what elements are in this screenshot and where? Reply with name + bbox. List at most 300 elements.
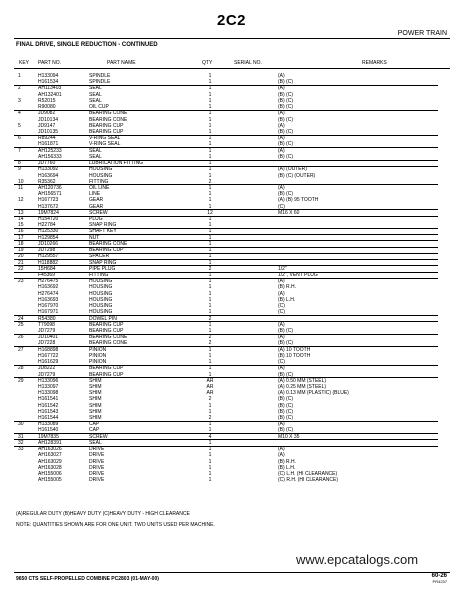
- part-number-cell: AH163028: [38, 464, 62, 471]
- part-number-cell: H118882: [38, 259, 58, 266]
- part-number-cell: R54380: [38, 315, 56, 322]
- part-number-cell: H22784: [38, 222, 56, 229]
- part-name-cell: SEAL: [89, 153, 102, 160]
- part-number-cell: JD10266: [38, 240, 59, 247]
- part-name-cell: PINION: [89, 346, 107, 353]
- key-cell: 29: [18, 377, 24, 384]
- part-name-cell: PINION: [89, 359, 107, 366]
- remarks-cell: (A): [278, 110, 285, 117]
- remarks-cell: (B) (C): [278, 371, 293, 378]
- part-name-cell: HOUSING: [89, 303, 113, 310]
- remarks-cell: 1/2", VENT PLUG: [278, 272, 318, 278]
- remarks-cell: (B) (C): [278, 153, 293, 160]
- page-title: 2C2: [216, 12, 247, 29]
- part-number-cell: 19M7835: [38, 433, 59, 440]
- col-header-part-no: PART NO.: [38, 60, 62, 66]
- part-name-cell: HOUSING: [89, 290, 113, 297]
- part-name-cell: HOUSING: [89, 172, 113, 179]
- part-number-cell: AH163026: [38, 446, 62, 453]
- qty-cell: 1: [208, 309, 212, 316]
- qty-cell: 1: [208, 464, 212, 471]
- remarks-cell: (A): [278, 365, 285, 372]
- part-number-cell: H161542: [38, 402, 59, 409]
- key-cell: 24: [18, 315, 24, 322]
- qty-cell: 1: [208, 97, 212, 104]
- part-number-cell: AH155005: [38, 477, 62, 484]
- part-name-cell: BEARING CONE: [89, 334, 128, 341]
- remarks-cell: (B) (C): [278, 104, 293, 111]
- part-number-cell: H161629: [38, 359, 59, 366]
- remarks-cell: (A) (B) 95 TOOTH: [278, 197, 319, 204]
- qty-cell: 1: [208, 128, 212, 135]
- qty-cell: 1: [208, 452, 212, 459]
- qty-cell: 1: [208, 79, 212, 86]
- remarks-cell: (B) (C): [278, 340, 293, 347]
- part-name-cell: FITTING: [89, 272, 109, 278]
- part-name-cell: OIL LINE: [89, 184, 110, 191]
- part-number-cell: H161534: [38, 79, 59, 86]
- page-code-small: PR4237: [432, 579, 447, 584]
- part-number-cell: H133097: [38, 383, 59, 390]
- part-name-cell: SEAL: [89, 147, 102, 154]
- part-number-cell: AH155006: [38, 471, 62, 477]
- part-name-cell: DRIVE: [89, 446, 105, 453]
- qty-cell: 1: [208, 110, 212, 117]
- part-number-cell: JD10401: [38, 334, 59, 341]
- part-name-cell: SPACER: [89, 253, 110, 260]
- qty-cell: 1: [208, 327, 212, 334]
- qty-cell: 1: [208, 346, 212, 353]
- remarks-cell: (A): [278, 446, 285, 453]
- part-name-cell: BEARING CONE: [89, 340, 128, 347]
- part-name-cell: DRIVE: [89, 458, 105, 465]
- part-number-cell: 15H684: [38, 265, 56, 272]
- part-name-cell: SEAL: [89, 91, 102, 98]
- part-name-cell: SHIM: [89, 415, 102, 422]
- part-name-cell: SHIM: [89, 396, 102, 403]
- key-cell: 21: [18, 259, 24, 266]
- qty-cell: 1: [208, 477, 212, 484]
- qty-cell: 1: [208, 116, 212, 123]
- part-name-cell: BEARING CUP: [89, 371, 124, 378]
- key-cell: 22: [18, 265, 24, 272]
- key-cell: 28: [18, 365, 24, 372]
- key-cell: 27: [18, 346, 24, 353]
- qty-cell: 1: [208, 247, 212, 254]
- part-name-cell: BEARING CUP: [89, 128, 124, 135]
- qty-cell: 1: [208, 234, 212, 241]
- key-cell: 23: [18, 278, 24, 285]
- part-number-cell: H163694: [38, 172, 59, 179]
- qty-cell: 1: [208, 141, 212, 148]
- key-cell: 7: [18, 147, 21, 154]
- part-number-cell: JD7279: [38, 371, 56, 378]
- part-number-cell: H161541: [38, 396, 59, 403]
- remarks-cell: (B) R.H.: [278, 284, 297, 291]
- part-name-cell: PINION: [89, 352, 107, 359]
- qty-cell: 1: [208, 439, 212, 446]
- qty-cell: 1: [208, 259, 212, 266]
- remarks-cell: (B) (C): [278, 408, 293, 415]
- part-name-cell: SNAP RING: [89, 259, 117, 266]
- qty-cell: 1: [208, 160, 212, 167]
- qty-cell: 1: [208, 427, 212, 434]
- key-cell: 2: [18, 85, 21, 92]
- qty-cell: 2: [208, 415, 212, 422]
- part-name-cell: V-RING SEAL: [89, 135, 121, 142]
- col-header-qty: QTY: [202, 60, 213, 66]
- remarks-cell: (B) (C): [278, 415, 293, 422]
- qty-cell: 1: [208, 272, 212, 278]
- qty-cell: 1: [208, 421, 212, 428]
- qty-cell: 1: [208, 359, 212, 366]
- qty-cell: 1: [208, 147, 212, 154]
- qty-cell: 1: [208, 197, 212, 204]
- remarks-cell: (A): [278, 278, 285, 285]
- part-number-cell: H133096: [38, 377, 59, 384]
- part-number-cell: H168898: [38, 346, 59, 353]
- qty-cell: 2: [208, 334, 212, 341]
- part-number-cell: H161543: [38, 408, 59, 415]
- part-number-cell: H167971: [38, 309, 59, 316]
- key-cell: 18: [18, 240, 24, 247]
- remarks-cell: (B) (C): [278, 79, 293, 86]
- remarks-cell: M10 X 35: [278, 433, 300, 440]
- part-number-cell: H133089: [38, 421, 59, 428]
- remarks-cell: (A): [278, 73, 285, 79]
- remarks-cell: (B) (C): [278, 396, 293, 403]
- remarks-cell: (B) (C): [278, 327, 293, 334]
- part-number-cell: AH113403: [38, 85, 62, 92]
- part-number-cell: H133094: [38, 73, 59, 79]
- part-number-cell: H276474: [38, 290, 59, 297]
- qty-cell: 1: [208, 191, 212, 198]
- qty-cell: 1: [208, 216, 212, 223]
- part-number-cell: H163692: [38, 284, 59, 291]
- part-number-cell: JD7279: [38, 327, 56, 334]
- remarks-cell: (A): [278, 184, 285, 191]
- key-cell: 33: [18, 446, 24, 453]
- part-number-cell: JD7228: [38, 340, 56, 347]
- part-number-cell: H133092: [38, 166, 59, 173]
- key-cell: 6: [18, 135, 21, 142]
- key-cell: 14: [18, 216, 24, 223]
- key-cell: 15: [18, 222, 24, 229]
- remarks-cell: (B) (C): [278, 141, 293, 148]
- key-cell: 11: [18, 184, 24, 191]
- qty-cell: 1: [208, 408, 212, 415]
- part-number-cell: R89244: [38, 135, 56, 142]
- part-name-cell: BEARING CUP: [89, 365, 124, 372]
- part-name-cell: SCREW: [89, 433, 108, 440]
- remarks-cell: (C): [278, 303, 285, 310]
- key-cell: 10: [18, 178, 24, 185]
- qty-cell: 1: [208, 222, 212, 229]
- qty-cell: 1: [208, 253, 212, 260]
- key-cell: 17: [18, 234, 24, 241]
- part-number-cell: AH156571: [38, 191, 62, 198]
- remarks-cell: (B) (C): [278, 128, 293, 135]
- part-number-cell: H167723: [38, 197, 59, 204]
- remarks-cell: (A): [278, 452, 285, 459]
- remarks-cell: (A) (OUTER): [278, 166, 307, 173]
- key-cell: 30: [18, 421, 24, 428]
- part-name-cell: HOUSING: [89, 296, 113, 303]
- part-name-cell: GEAR: [89, 203, 104, 210]
- subtitle: FINAL DRIVE, SINGLE REDUCTION - CONTINUED: [16, 42, 158, 48]
- qty-cell: 2: [208, 265, 212, 272]
- part-number-cell: H276475: [38, 278, 59, 285]
- part-name-cell: HOUSING: [89, 278, 113, 285]
- part-name-cell: NUT: [89, 234, 100, 241]
- footer-page-number: [432, 573, 447, 584]
- remarks-cell: (B) (C) (OUTER): [278, 172, 316, 179]
- qty-cell: 1: [208, 296, 212, 303]
- remarks-cell: (B) 10 TOOTH: [278, 352, 311, 359]
- part-name-cell: DRIVE: [89, 477, 105, 484]
- part-number-cell: R35362: [38, 178, 56, 185]
- part-number-cell: AH132401: [38, 91, 62, 98]
- part-name-cell: SEAL: [89, 85, 102, 92]
- part-name-cell: SHIM: [89, 377, 102, 384]
- part-name-cell: GEAR: [89, 197, 104, 204]
- part-name-cell: DOWEL PIN: [89, 315, 117, 322]
- header-rule: [14, 68, 450, 69]
- remarks-cell: (B) (C): [278, 116, 293, 123]
- remarks-cell: (C): [278, 359, 285, 366]
- part-number-cell: AH125233: [38, 147, 62, 154]
- part-name-cell: SPINDLE: [89, 73, 111, 79]
- part-number-cell: AH163027: [38, 452, 62, 459]
- part-name-cell: SHIM: [89, 408, 102, 415]
- part-number-cell: AH128391: [38, 439, 62, 446]
- part-number-cell: AH120736: [38, 184, 62, 191]
- page-number: 60-26: [431, 573, 447, 579]
- part-name-cell: BEARING CONE: [89, 240, 128, 247]
- remarks-cell: (B) (C): [278, 402, 293, 409]
- footer-left: 9650 CTS SELF-PROPELLED COMBINE PC2803 (01-MAY-00): [16, 576, 159, 582]
- remarks-cell: (A) 0.25 MM (STEEL): [278, 383, 327, 390]
- part-name-cell: SCREW: [89, 209, 108, 216]
- part-name-cell: V-RING SEAL: [89, 141, 121, 148]
- part-name-cell: DRIVE: [89, 452, 105, 459]
- qty-cell: 1: [208, 240, 212, 247]
- remarks-cell: (B) (C): [278, 191, 293, 198]
- key-cell: 3: [18, 97, 21, 104]
- qty-cell: 1: [208, 153, 212, 160]
- part-number-cell: JD9147: [38, 122, 56, 129]
- watermark: www.epcatalogs.com: [296, 552, 419, 567]
- quantity-note: NOTE: QUANTITIES SHOWN ARE FOR ONE UNIT. TWO UNITS USED PER MACHINE.: [16, 522, 215, 528]
- part-name-cell: LUBRICATION FITTING: [89, 160, 144, 167]
- qty-cell: 12: [207, 209, 213, 216]
- part-number-cell: F45369: [38, 272, 55, 278]
- part-name-cell: BEARING CUP: [89, 321, 124, 328]
- col-header-part-name: PART NAME: [107, 60, 136, 66]
- qty-cell: 1: [208, 135, 212, 142]
- remarks-cell: (A): [278, 135, 285, 142]
- key-cell: 12: [18, 197, 24, 204]
- col-header-key: KEY: [19, 60, 30, 66]
- remarks-cell: (A): [278, 334, 285, 341]
- part-number-cell: H161540: [38, 427, 59, 434]
- remarks-cell: (A) 10 TOOTH: [278, 346, 311, 353]
- remarks-cell: (A): [278, 321, 285, 328]
- remarks-cell: M16 X 60: [278, 209, 300, 216]
- part-number-cell: JD10135: [38, 128, 59, 135]
- part-number-cell: H154720: [38, 216, 59, 223]
- footer-rule: [14, 572, 450, 573]
- qty-cell: 1: [208, 290, 212, 297]
- part-number-cell: AH156333: [38, 153, 62, 160]
- part-number-cell: H161871: [38, 141, 59, 148]
- qty-cell: 1: [208, 402, 212, 409]
- part-number-cell: H133098: [38, 390, 59, 397]
- qty-cell: 2: [208, 178, 212, 185]
- part-name-cell: SPINDLE: [89, 79, 111, 86]
- part-name-cell: OIL CUP: [89, 104, 109, 111]
- part-number-cell: 19M7824: [38, 209, 59, 216]
- parts-table: [0, 73, 463, 483]
- qty-cell: 1: [208, 73, 212, 79]
- key-cell: 20: [18, 253, 24, 260]
- part-number-cell: R90080: [38, 104, 56, 111]
- part-name-cell: SHAFT KEY: [89, 228, 117, 235]
- part-name-cell: PIPE PLUG: [89, 265, 116, 272]
- qty-cell: 2: [208, 315, 212, 322]
- part-name-cell: BEARING CONE: [89, 110, 128, 117]
- key-cell: 8: [18, 160, 21, 167]
- remarks-cell: (B) R.H.: [278, 458, 297, 465]
- qty-cell: 1: [208, 172, 212, 179]
- remarks-cell: (C): [278, 309, 285, 316]
- qty-cell: 1: [208, 122, 212, 129]
- part-name-cell: BEARING CUP: [89, 122, 124, 129]
- part-name-cell: HOUSING: [89, 309, 113, 316]
- part-number-cell: H167722: [38, 352, 59, 359]
- qty-cell: 2: [208, 396, 212, 403]
- remarks-cell: (A): [278, 421, 285, 428]
- remarks-cell: (A): [278, 290, 285, 297]
- qty-cell: 1: [208, 184, 212, 191]
- qty-cell: 4: [208, 433, 212, 440]
- part-name-cell: CAP: [89, 427, 100, 434]
- part-name-cell: HOUSING: [89, 166, 113, 173]
- key-cell: 5: [18, 122, 21, 129]
- remarks-cell: (B) (C): [278, 427, 293, 434]
- qty-cell: 1: [208, 321, 212, 328]
- part-name-cell: DRIVE: [89, 471, 105, 477]
- key-cell: 13: [18, 209, 24, 216]
- qty-cell: 1: [208, 85, 212, 92]
- part-number-cell: H163693: [38, 296, 59, 303]
- key-cell: 19: [18, 247, 24, 254]
- key-cell: 25: [18, 321, 24, 328]
- qty-cell: 1: [208, 104, 212, 111]
- part-name-cell: PLUG: [89, 216, 103, 223]
- qty-cell: 1: [208, 352, 212, 359]
- part-name-cell: CAP: [89, 421, 100, 428]
- part-number-cell: R52015: [38, 97, 56, 104]
- qty-cell: AR: [206, 383, 214, 390]
- part-name-cell: BEARING CUP: [89, 247, 124, 254]
- part-name-cell: HOUSING: [89, 284, 113, 291]
- key-cell: 32: [18, 439, 24, 446]
- remarks-cell: (C) L.H. (HI CLEARANCE): [278, 471, 338, 477]
- part-name-cell: BEARING CONE: [89, 116, 128, 123]
- qty-cell: 1: [208, 91, 212, 98]
- remarks-cell: (B) L.H.: [278, 296, 296, 303]
- part-number-cell: H129557: [38, 253, 59, 260]
- qty-cell: 1: [208, 371, 212, 378]
- qty-cell: 1: [208, 166, 212, 173]
- remarks-cell: (C): [278, 203, 285, 210]
- qty-cell: 1: [208, 458, 212, 465]
- remarks-cell: (A) 0.13 MM (PLASTIC) (BLUE): [278, 390, 349, 397]
- key-cell: 4: [18, 110, 21, 117]
- qty-cell: 1: [208, 284, 212, 291]
- part-number-cell: JD7760: [38, 160, 56, 167]
- qty-cell: 1: [208, 203, 212, 210]
- part-number-cell: AH163029: [38, 458, 62, 465]
- part-name-cell: LINE: [89, 191, 101, 198]
- remarks-cell: (A): [278, 85, 285, 92]
- key-cell: 31: [18, 433, 24, 440]
- part-name-cell: FITTING: [89, 178, 109, 185]
- part-number-cell: JD10134: [38, 116, 59, 123]
- part-name-cell: SNAP RING: [89, 222, 117, 229]
- part-name-cell: DRIVE: [89, 464, 105, 471]
- key-cell: 26: [18, 334, 24, 341]
- part-name-cell: SHIM: [89, 390, 102, 397]
- remarks-cell: (A) 0.50 MM (STEEL): [278, 377, 327, 384]
- qty-cell: AR: [206, 390, 214, 397]
- part-number-cell: H167970: [38, 303, 59, 310]
- qty-cell: 1: [208, 228, 212, 235]
- remarks-cell: (A): [278, 122, 285, 129]
- table-row: [0, 477, 463, 483]
- part-number-cell: H125330: [38, 228, 59, 235]
- part-number-cell: JD7298: [38, 247, 56, 254]
- remarks-cell: (B) (C): [278, 91, 293, 98]
- remarks-cell: (B) L.H.: [278, 464, 296, 471]
- part-name-cell: SEAL: [89, 439, 102, 446]
- col-header-serial-no: SERIAL NO.: [234, 60, 262, 66]
- qty-cell: 2: [208, 340, 212, 347]
- qty-cell: 1: [208, 365, 212, 372]
- qty-cell: 1: [208, 278, 212, 285]
- qty-cell: 1: [208, 303, 212, 310]
- part-name-cell: SHIM: [89, 383, 102, 390]
- legend-note: (A)REGULAR DUTY (B)HEAVY DUTY (C)HEAVY DUTY - HIGH CLEARANCE: [16, 511, 190, 517]
- qty-cell: 1: [208, 471, 212, 477]
- key-cell: 9: [18, 166, 21, 173]
- key-cell: 16: [18, 228, 24, 235]
- top-rule: [14, 38, 450, 39]
- part-number-cell: H161544: [38, 415, 59, 422]
- col-header-remarks: REMARKS: [362, 60, 387, 66]
- remarks-cell: (C) R.H. (HI CLEARANCE): [278, 477, 339, 484]
- part-name-cell: SHIM: [89, 402, 102, 409]
- part-name-cell: SEAL: [89, 97, 102, 104]
- remarks-cell: (A): [278, 147, 285, 154]
- part-number-cell: H137672: [38, 203, 59, 210]
- qty-cell: 1: [208, 446, 212, 453]
- qty-cell: AR: [206, 377, 214, 384]
- remarks-cell: (B) (C): [278, 97, 293, 104]
- part-number-cell: JD8222: [38, 365, 56, 372]
- part-number-cell: JD9082: [38, 110, 56, 117]
